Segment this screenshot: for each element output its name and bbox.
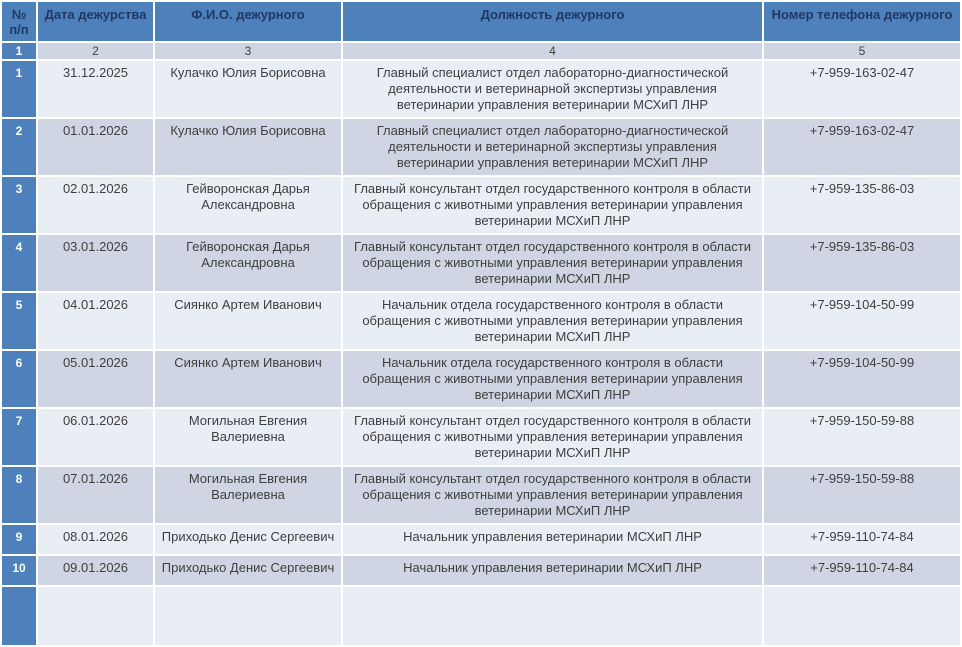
- table-row: [1, 60, 961, 118]
- phone-cell: +7-959-163-02-47: [763, 118, 961, 176]
- column-number-cell: 2: [37, 42, 154, 60]
- row-number-cell: 6: [1, 350, 37, 408]
- row-number-cell: [1, 586, 37, 646]
- name-cell: Могильная Евгения Валериевна: [154, 408, 342, 466]
- name-cell: Гейворонская Дарья Александровна: [154, 176, 342, 234]
- phone-cell: +7-959-163-02-47: [763, 60, 961, 118]
- phone-cell: +7-959-135-86-03: [763, 176, 961, 234]
- date-cell: 01.01.2026: [37, 118, 154, 176]
- table-row: [1, 350, 961, 408]
- table-body: [1, 60, 961, 646]
- header-cell-number: № п/п: [1, 1, 37, 42]
- row-number-cell: 9: [1, 524, 37, 555]
- date-cell: 08.01.2026: [37, 524, 154, 555]
- date-cell: 07.01.2026: [37, 466, 154, 524]
- row-number-cell: 4: [1, 234, 37, 292]
- table-row: [1, 118, 961, 176]
- date-cell: [37, 586, 154, 646]
- name-cell: [154, 586, 342, 646]
- position-cell: Главный консультант отдел государственного контроля в области обращения с животными управления ветеринарии управления ветеринарии МСХиП ЛНР: [342, 234, 763, 292]
- name-cell: Гейворонская Дарья Александровна: [154, 234, 342, 292]
- phone-cell: +7-959-104-50-99: [763, 350, 961, 408]
- date-cell: 04.01.2026: [37, 292, 154, 350]
- date-cell: 03.01.2026: [37, 234, 154, 292]
- table-row: [1, 234, 961, 292]
- row-number-cell: 10: [1, 555, 37, 586]
- phone-cell: +7-959-135-86-03: [763, 234, 961, 292]
- row-number-cell: 2: [1, 118, 37, 176]
- phone-cell: +7-959-150-59-88: [763, 466, 961, 524]
- position-cell: Главный специалист отдел лабораторно-диагностической деятельности и ветеринарной экспертизы управления ветеринарии управления ветеринарии МСХиП ЛНР: [342, 60, 763, 118]
- position-cell: Главный консультант отдел государственного контроля в области обращения с животными управления ветеринарии управления ветеринарии МСХиП ЛНР: [342, 466, 763, 524]
- name-cell: Сиянко Артем Иванович: [154, 292, 342, 350]
- position-cell: Начальник отдела государственного контроля в области обращения с животными управления ветеринарии управления ветеринарии МСХиП ЛНР: [342, 292, 763, 350]
- name-cell: Кулачко Юлия Борисовна: [154, 60, 342, 118]
- name-cell: Приходько Денис Сергеевич: [154, 524, 342, 555]
- header-cell-phone: Номер телефона дежурного: [763, 1, 961, 42]
- phone-cell: +7-959-150-59-88: [763, 408, 961, 466]
- row-number-cell: 7: [1, 408, 37, 466]
- table-row: [1, 586, 961, 646]
- phone-cell: +7-959-110-74-84: [763, 555, 961, 586]
- position-cell: [342, 586, 763, 646]
- position-cell: Начальник управления ветеринарии МСХиП ЛНР: [342, 555, 763, 586]
- column-number-cell: 5: [763, 42, 961, 60]
- header-cell-date: Дата дежурства: [37, 1, 154, 42]
- name-cell: Могильная Евгения Валериевна: [154, 466, 342, 524]
- position-cell: Главный консультант отдел государственного контроля в области обращения с животными управления ветеринарии управления ветеринарии МСХиП ЛНР: [342, 408, 763, 466]
- row-number-cell: 5: [1, 292, 37, 350]
- row-number-cell: 8: [1, 466, 37, 524]
- table-row: [1, 555, 961, 586]
- row-number-cell: 3: [1, 176, 37, 234]
- date-cell: 02.01.2026: [37, 176, 154, 234]
- phone-cell: [763, 586, 961, 646]
- position-cell: Главный консультант отдел государственного контроля в области обращения с животными управления ветеринарии управления ветеринарии МСХиП ЛНР: [342, 176, 763, 234]
- table-row: [1, 408, 961, 466]
- column-number-cell: 3: [154, 42, 342, 60]
- name-cell: Кулачко Юлия Борисовна: [154, 118, 342, 176]
- date-cell: 05.01.2026: [37, 350, 154, 408]
- column-number-cell: 4: [342, 42, 763, 60]
- table-row: [1, 524, 961, 555]
- phone-cell: +7-959-104-50-99: [763, 292, 961, 350]
- table-row: [1, 466, 961, 524]
- row-number-cell: 1: [1, 60, 37, 118]
- table-header-row: [1, 1, 961, 42]
- position-cell: Начальник управления ветеринарии МСХиП ЛНР: [342, 524, 763, 555]
- table-row: [1, 176, 961, 234]
- table-row: [1, 292, 961, 350]
- phone-cell: +7-959-110-74-84: [763, 524, 961, 555]
- header-cell-name: Ф.И.О. дежурного: [154, 1, 342, 42]
- date-cell: 09.01.2026: [37, 555, 154, 586]
- position-cell: Начальник отдела государственного контроля в области обращения с животными управления ветеринарии управления ветеринарии МСХиП ЛНР: [342, 350, 763, 408]
- position-cell: Главный специалист отдел лабораторно-диагностической деятельности и ветеринарной экспертизы управления ветеринарии управления ветеринарии МСХиП ЛНР: [342, 118, 763, 176]
- name-cell: Сиянко Артем Иванович: [154, 350, 342, 408]
- column-number-cell: 1: [1, 42, 37, 60]
- header-cell-position: Должность дежурного: [342, 1, 763, 42]
- date-cell: 31.12.2025: [37, 60, 154, 118]
- column-numbering-row: [1, 42, 961, 60]
- name-cell: Приходько Денис Сергеевич: [154, 555, 342, 586]
- date-cell: 06.01.2026: [37, 408, 154, 466]
